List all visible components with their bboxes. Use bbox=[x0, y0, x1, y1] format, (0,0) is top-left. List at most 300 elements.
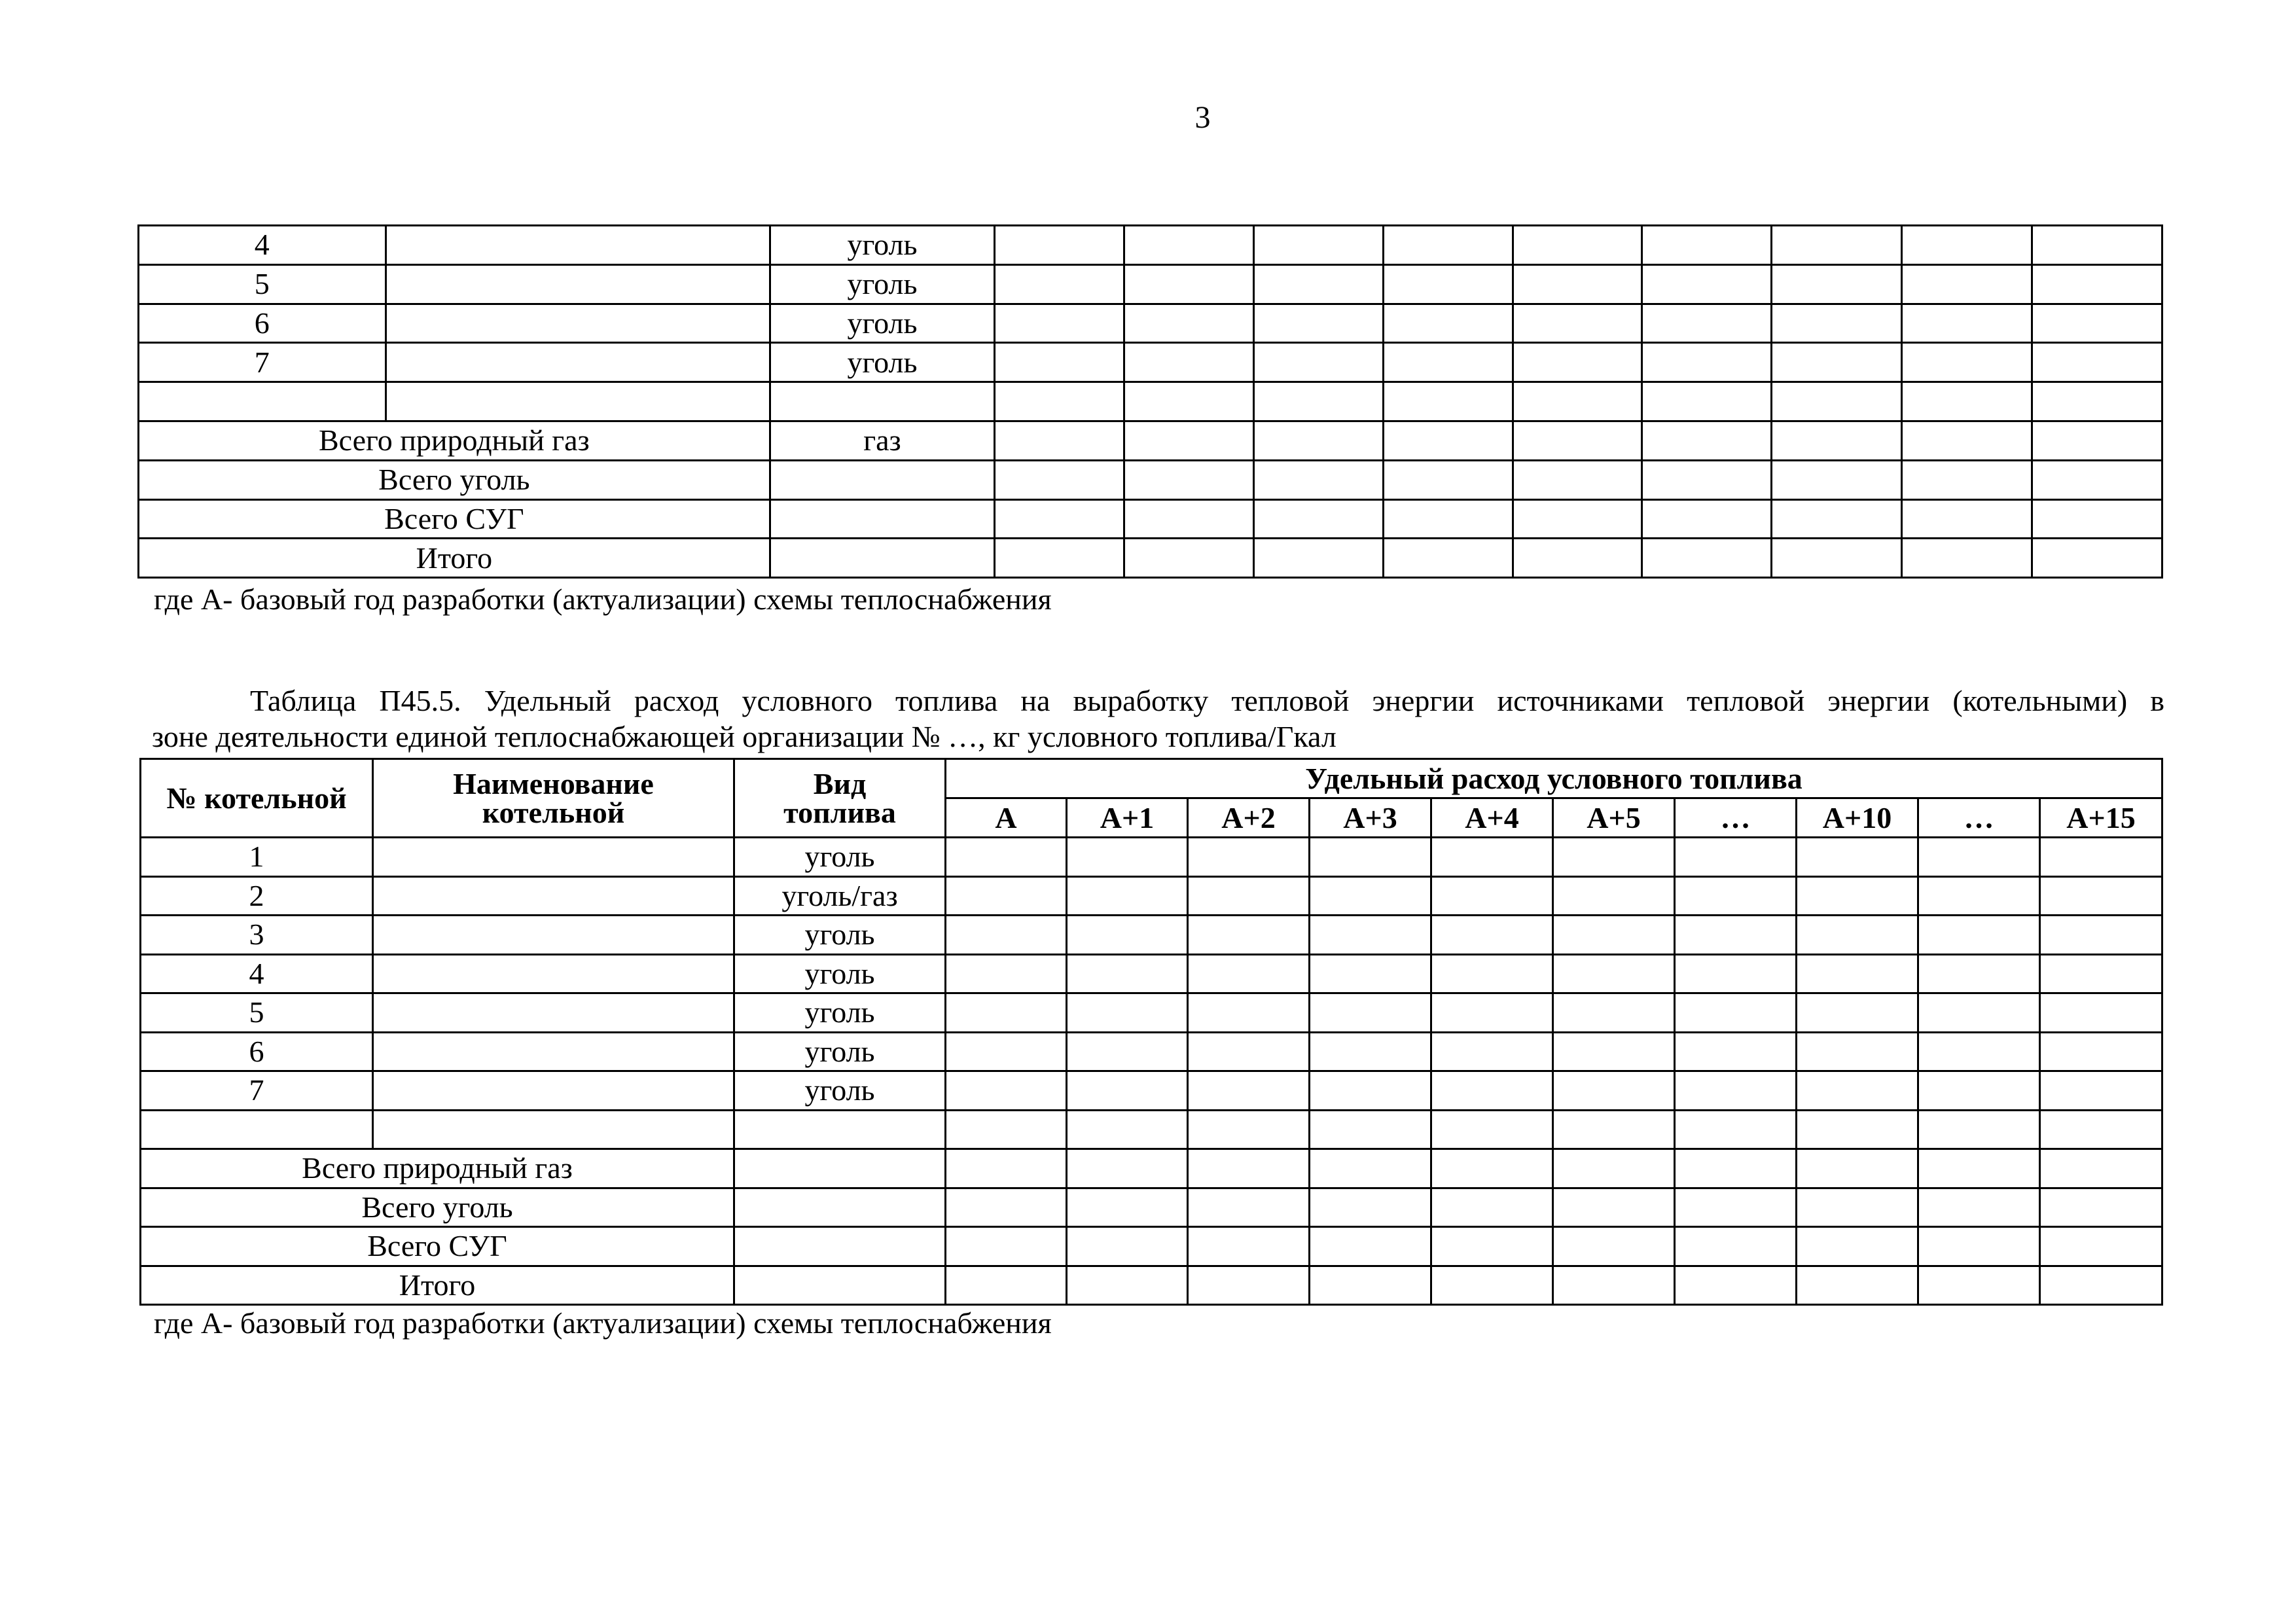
value-cell bbox=[1797, 838, 1918, 877]
value-cell bbox=[1310, 1149, 1431, 1188]
boiler-name-cell bbox=[386, 382, 770, 421]
table-row bbox=[139, 343, 2162, 382]
value-cell bbox=[1675, 1227, 1797, 1266]
value-cell bbox=[1553, 1227, 1675, 1266]
value-cell bbox=[1553, 993, 1675, 1033]
value-cell bbox=[1431, 1149, 1553, 1188]
total-row bbox=[139, 421, 2162, 460]
value-cell bbox=[1124, 421, 1254, 460]
value-cell bbox=[1772, 304, 1902, 343]
boiler-number-cell: 7 bbox=[139, 343, 386, 382]
value-cell bbox=[1067, 838, 1188, 877]
value-cell bbox=[1124, 304, 1254, 343]
table-row bbox=[141, 1032, 2162, 1071]
value-cell bbox=[2040, 1227, 2162, 1266]
caption-line-1: Таблица П45.5. Удельный расход условного топлива на выработку тепловой энергии источниками тепловой энергии (котельными) в bbox=[250, 684, 2164, 717]
value-cell bbox=[1675, 838, 1797, 877]
value-cell bbox=[1902, 421, 2032, 460]
value-cell bbox=[1797, 1266, 1918, 1305]
value-cell bbox=[1772, 499, 1902, 539]
value-cell bbox=[1310, 838, 1431, 877]
value-cell bbox=[1797, 1032, 1918, 1071]
fuel-type-cell: уголь bbox=[734, 1032, 946, 1071]
value-cell bbox=[2040, 1188, 2162, 1227]
value-cell bbox=[2032, 499, 2162, 539]
value-cell bbox=[1188, 1188, 1310, 1227]
total-row bbox=[139, 499, 2162, 539]
boiler-number-cell: 1 bbox=[141, 838, 373, 877]
value-cell bbox=[1253, 264, 1383, 304]
value-cell bbox=[1797, 1149, 1918, 1188]
value-cell bbox=[1918, 1110, 2040, 1149]
fuel-type-cell: уголь bbox=[734, 993, 946, 1033]
page-number: 3 bbox=[1194, 100, 1211, 135]
value-cell bbox=[946, 954, 1067, 993]
value-cell bbox=[2032, 264, 2162, 304]
boiler-number-cell: 3 bbox=[141, 916, 373, 955]
value-cell bbox=[1310, 1227, 1431, 1266]
value-cell bbox=[1513, 421, 1642, 460]
total-row bbox=[141, 1188, 2162, 1227]
header-year-4: А+4 bbox=[1431, 798, 1553, 838]
value-cell bbox=[1431, 916, 1553, 955]
value-cell bbox=[2032, 539, 2162, 578]
value-cell bbox=[1310, 1071, 1431, 1111]
header-consumption-group: Удельный расход условного топлива bbox=[946, 759, 2162, 798]
value-cell bbox=[1253, 382, 1383, 421]
value-cell bbox=[1253, 304, 1383, 343]
footnote-base-year: где А- базовый год разработки (актуализации) схемы теплоснабжения bbox=[154, 582, 1052, 616]
value-cell bbox=[946, 1266, 1067, 1305]
header-year-8: … bbox=[1918, 798, 2040, 838]
value-cell bbox=[1124, 264, 1254, 304]
value-cell bbox=[1797, 1071, 1918, 1111]
value-cell bbox=[2040, 1110, 2162, 1149]
value-cell bbox=[995, 264, 1124, 304]
value-cell bbox=[1513, 226, 1642, 265]
value-cell bbox=[1188, 1266, 1310, 1305]
value-cell bbox=[2040, 1071, 2162, 1111]
value-cell bbox=[1902, 460, 2032, 499]
total-label-cell: Всего уголь bbox=[141, 1188, 734, 1227]
total-label-cell: Всего СУГ bbox=[141, 1227, 734, 1266]
value-cell bbox=[946, 876, 1067, 916]
value-cell bbox=[1431, 1266, 1553, 1305]
value-cell bbox=[1902, 264, 2032, 304]
value-cell bbox=[1553, 1110, 1675, 1149]
table-row bbox=[141, 1110, 2162, 1149]
value-cell bbox=[1797, 1227, 1918, 1266]
value-cell bbox=[995, 343, 1124, 382]
value-cell bbox=[1310, 993, 1431, 1033]
value-cell bbox=[1553, 1266, 1675, 1305]
header-year-1: А+1 bbox=[1067, 798, 1188, 838]
value-cell bbox=[1902, 499, 2032, 539]
value-cell bbox=[1642, 304, 1772, 343]
value-cell bbox=[1253, 499, 1383, 539]
table-row bbox=[141, 954, 2162, 993]
value-cell bbox=[1067, 1110, 1188, 1149]
boiler-name-cell bbox=[373, 1110, 734, 1149]
value-cell bbox=[2040, 1266, 2162, 1305]
value-cell bbox=[1431, 1110, 1553, 1149]
value-cell bbox=[1310, 1188, 1431, 1227]
value-cell bbox=[1772, 539, 1902, 578]
value-cell bbox=[1124, 343, 1254, 382]
value-cell bbox=[1675, 993, 1797, 1033]
value-cell bbox=[1067, 993, 1188, 1033]
total-label-cell: Всего природный газ bbox=[141, 1149, 734, 1188]
value-cell bbox=[1772, 264, 1902, 304]
table-row bbox=[141, 916, 2162, 955]
value-cell bbox=[995, 304, 1124, 343]
total-fuel-cell bbox=[770, 499, 995, 539]
value-cell bbox=[1902, 539, 2032, 578]
header-boiler-name bbox=[373, 759, 734, 838]
total-row bbox=[141, 1149, 2162, 1188]
boiler-name-cell bbox=[373, 954, 734, 993]
value-cell bbox=[1383, 421, 1513, 460]
value-cell bbox=[1188, 1149, 1310, 1188]
value-cell bbox=[1513, 460, 1642, 499]
table-caption bbox=[152, 683, 2164, 755]
value-cell bbox=[1553, 1188, 1675, 1227]
header-year-9: А+15 bbox=[2040, 798, 2162, 838]
total-row bbox=[141, 1227, 2162, 1266]
value-cell bbox=[1902, 382, 2032, 421]
total-label-cell: Всего уголь bbox=[139, 460, 770, 499]
value-cell bbox=[1431, 993, 1553, 1033]
fuel-type-cell: уголь bbox=[770, 264, 995, 304]
value-cell bbox=[995, 499, 1124, 539]
value-cell bbox=[2032, 304, 2162, 343]
boiler-number-cell: 4 bbox=[141, 954, 373, 993]
value-cell bbox=[1067, 916, 1188, 955]
value-cell bbox=[1675, 1149, 1797, 1188]
boiler-name-cell bbox=[386, 264, 770, 304]
value-cell bbox=[1188, 1071, 1310, 1111]
value-cell bbox=[1918, 838, 2040, 877]
value-cell bbox=[1918, 1032, 2040, 1071]
header-fuel-type-text: Вид топлива bbox=[783, 766, 896, 829]
boiler-number-cell: 7 bbox=[141, 1071, 373, 1111]
value-cell bbox=[1310, 916, 1431, 955]
value-cell bbox=[1253, 343, 1383, 382]
value-cell bbox=[1188, 1032, 1310, 1071]
value-cell bbox=[2032, 421, 2162, 460]
value-cell bbox=[1383, 460, 1513, 499]
total-fuel-cell: газ bbox=[770, 421, 995, 460]
value-cell bbox=[1642, 499, 1772, 539]
fuel-type-cell bbox=[734, 1110, 946, 1149]
value-cell bbox=[1383, 382, 1513, 421]
boiler-name-cell bbox=[386, 343, 770, 382]
value-cell bbox=[1918, 1149, 2040, 1188]
total-row bbox=[139, 539, 2162, 578]
fuel-type-cell: уголь bbox=[734, 838, 946, 877]
value-cell bbox=[1188, 1227, 1310, 1266]
value-cell bbox=[1067, 1071, 1188, 1111]
total-label-cell: Всего природный газ bbox=[139, 421, 770, 460]
value-cell bbox=[1902, 226, 2032, 265]
value-cell bbox=[1431, 876, 1553, 916]
header-year-3: А+3 bbox=[1310, 798, 1431, 838]
value-cell bbox=[1383, 226, 1513, 265]
header-year-2: А+2 bbox=[1188, 798, 1310, 838]
value-cell bbox=[995, 226, 1124, 265]
table-row bbox=[141, 993, 2162, 1033]
boiler-number-cell: 5 bbox=[141, 993, 373, 1033]
value-cell bbox=[1188, 838, 1310, 877]
value-cell bbox=[1513, 343, 1642, 382]
boiler-name-cell bbox=[373, 838, 734, 877]
value-cell bbox=[1642, 343, 1772, 382]
value-cell bbox=[2040, 876, 2162, 916]
total-fuel-cell bbox=[770, 460, 995, 499]
fuel-type-cell bbox=[770, 382, 995, 421]
value-cell bbox=[946, 1227, 1067, 1266]
value-cell bbox=[1431, 954, 1553, 993]
fuel-type-cell: уголь bbox=[734, 1071, 946, 1111]
value-cell bbox=[1188, 916, 1310, 955]
value-cell bbox=[1310, 954, 1431, 993]
value-cell bbox=[2040, 954, 2162, 993]
value-cell bbox=[2040, 916, 2162, 955]
table-row bbox=[141, 876, 2162, 916]
fuel-type-cell: уголь bbox=[734, 954, 946, 993]
table-row bbox=[141, 1071, 2162, 1111]
value-cell bbox=[1067, 1227, 1188, 1266]
value-cell bbox=[1310, 1032, 1431, 1071]
value-cell bbox=[1253, 226, 1383, 265]
value-cell bbox=[995, 382, 1124, 421]
value-cell bbox=[1918, 1227, 2040, 1266]
fuel-type-cell: уголь bbox=[734, 916, 946, 955]
table-row bbox=[141, 838, 2162, 877]
boiler-number-cell: 2 bbox=[141, 876, 373, 916]
value-cell bbox=[1553, 1071, 1675, 1111]
fuel-type-cell: уголь bbox=[770, 343, 995, 382]
boiler-number-cell: 5 bbox=[139, 264, 386, 304]
header-year-6: … bbox=[1675, 798, 1797, 838]
table-row bbox=[139, 382, 2162, 421]
value-cell bbox=[1642, 539, 1772, 578]
value-cell bbox=[946, 1110, 1067, 1149]
total-label-cell: Всего СУГ bbox=[139, 499, 770, 539]
table-row bbox=[139, 226, 2162, 265]
value-cell bbox=[1513, 539, 1642, 578]
header-fuel-type bbox=[734, 759, 946, 838]
value-cell bbox=[2040, 838, 2162, 877]
boiler-number-cell: 6 bbox=[139, 304, 386, 343]
value-cell bbox=[2032, 343, 2162, 382]
value-cell bbox=[946, 993, 1067, 1033]
value-cell bbox=[995, 421, 1124, 460]
value-cell bbox=[1918, 1071, 2040, 1111]
boiler-name-cell bbox=[373, 993, 734, 1033]
boiler-name-cell bbox=[386, 226, 770, 265]
value-cell bbox=[1642, 460, 1772, 499]
boiler-number-cell bbox=[139, 382, 386, 421]
value-cell bbox=[1513, 499, 1642, 539]
value-cell bbox=[1067, 1032, 1188, 1071]
value-cell bbox=[1675, 1071, 1797, 1111]
boiler-number-cell: 4 bbox=[139, 226, 386, 265]
header-year-5: А+5 bbox=[1553, 798, 1675, 838]
table-row bbox=[139, 264, 2162, 304]
fuel-type-cell: уголь/газ bbox=[734, 876, 946, 916]
value-cell bbox=[1772, 226, 1902, 265]
value-cell bbox=[1797, 876, 1918, 916]
fuel-type-cell: уголь bbox=[770, 304, 995, 343]
value-cell bbox=[946, 1071, 1067, 1111]
value-cell bbox=[1513, 382, 1642, 421]
value-cell bbox=[946, 1032, 1067, 1071]
value-cell bbox=[1431, 1188, 1553, 1227]
value-cell bbox=[1797, 916, 1918, 955]
value-cell bbox=[1383, 264, 1513, 304]
value-cell bbox=[1310, 1110, 1431, 1149]
value-cell bbox=[1067, 1149, 1188, 1188]
header-year-0: А bbox=[946, 798, 1067, 838]
boiler-name-cell bbox=[386, 304, 770, 343]
value-cell bbox=[946, 838, 1067, 877]
value-cell bbox=[1918, 876, 2040, 916]
value-cell bbox=[1431, 1032, 1553, 1071]
value-cell bbox=[1918, 916, 2040, 955]
total-fuel-cell bbox=[734, 1149, 946, 1188]
value-cell bbox=[1067, 1188, 1188, 1227]
value-cell bbox=[946, 916, 1067, 955]
boiler-number-cell bbox=[141, 1110, 373, 1149]
value-cell bbox=[1553, 876, 1675, 916]
total-fuel-cell bbox=[770, 539, 995, 578]
value-cell bbox=[1797, 993, 1918, 1033]
value-cell bbox=[1797, 1188, 1918, 1227]
footnote-base-year-2: где А- базовый год разработки (актуализации) схемы теплоснабжения bbox=[154, 1306, 1052, 1340]
value-cell bbox=[1675, 1032, 1797, 1071]
total-fuel-cell bbox=[734, 1266, 946, 1305]
value-cell bbox=[1431, 838, 1553, 877]
header-row bbox=[141, 759, 2162, 798]
value-cell bbox=[1431, 1071, 1553, 1111]
value-cell bbox=[2032, 226, 2162, 265]
value-cell bbox=[1253, 421, 1383, 460]
value-cell bbox=[1918, 954, 2040, 993]
value-cell bbox=[995, 539, 1124, 578]
value-cell bbox=[1067, 876, 1188, 916]
value-cell bbox=[1553, 1032, 1675, 1071]
value-cell bbox=[1383, 343, 1513, 382]
value-cell bbox=[1310, 876, 1431, 916]
total-label-cell: Итого bbox=[139, 539, 770, 578]
value-cell bbox=[1772, 343, 1902, 382]
value-cell bbox=[1675, 916, 1797, 955]
value-cell bbox=[1124, 499, 1254, 539]
value-cell bbox=[1918, 993, 2040, 1033]
boiler-name-cell bbox=[373, 916, 734, 955]
value-cell bbox=[1553, 954, 1675, 993]
value-cell bbox=[2040, 993, 2162, 1033]
value-cell bbox=[1675, 1188, 1797, 1227]
total-row bbox=[141, 1266, 2162, 1305]
header-boiler-name-text: Наименование котельной bbox=[453, 766, 654, 829]
value-cell bbox=[1067, 954, 1188, 993]
value-cell bbox=[1383, 539, 1513, 578]
caption-line-2: зоне деятельности единой теплоснабжающей организации № …, кг условного топлива/Гкал bbox=[152, 720, 1336, 753]
value-cell bbox=[1797, 1110, 1918, 1149]
value-cell bbox=[1797, 954, 1918, 993]
value-cell bbox=[1553, 838, 1675, 877]
value-cell bbox=[1675, 1110, 1797, 1149]
value-cell bbox=[1642, 226, 1772, 265]
value-cell bbox=[1431, 1227, 1553, 1266]
value-cell bbox=[946, 1149, 1067, 1188]
boiler-name-cell bbox=[373, 1032, 734, 1071]
value-cell bbox=[1188, 954, 1310, 993]
value-cell bbox=[1918, 1188, 2040, 1227]
value-cell bbox=[1642, 421, 1772, 460]
value-cell bbox=[1642, 264, 1772, 304]
value-cell bbox=[1675, 876, 1797, 916]
value-cell bbox=[1124, 382, 1254, 421]
value-cell bbox=[946, 1188, 1067, 1227]
header-year-7: А+10 bbox=[1797, 798, 1918, 838]
value-cell bbox=[1124, 226, 1254, 265]
total-row bbox=[139, 460, 2162, 499]
value-cell bbox=[1513, 304, 1642, 343]
value-cell bbox=[1124, 539, 1254, 578]
specific-fuel-consumption-table bbox=[139, 758, 2163, 1306]
boiler-number-cell: 6 bbox=[141, 1032, 373, 1071]
boiler-name-cell bbox=[373, 876, 734, 916]
value-cell bbox=[1918, 1266, 2040, 1305]
value-cell bbox=[1310, 1266, 1431, 1305]
total-label-cell: Итого bbox=[141, 1266, 734, 1305]
value-cell bbox=[1253, 539, 1383, 578]
value-cell bbox=[1675, 954, 1797, 993]
total-fuel-cell bbox=[734, 1227, 946, 1266]
value-cell bbox=[1902, 304, 2032, 343]
value-cell bbox=[1553, 916, 1675, 955]
fuel-table-continued bbox=[137, 224, 2163, 579]
value-cell bbox=[2032, 460, 2162, 499]
fuel-type-cell: уголь bbox=[770, 226, 995, 265]
value-cell bbox=[1188, 876, 1310, 916]
value-cell bbox=[1253, 460, 1383, 499]
value-cell bbox=[1772, 382, 1902, 421]
value-cell bbox=[1642, 382, 1772, 421]
value-cell bbox=[2040, 1032, 2162, 1071]
value-cell bbox=[2032, 382, 2162, 421]
value-cell bbox=[1513, 264, 1642, 304]
value-cell bbox=[1383, 499, 1513, 539]
value-cell bbox=[1553, 1149, 1675, 1188]
total-fuel-cell bbox=[734, 1188, 946, 1227]
value-cell bbox=[1188, 993, 1310, 1033]
value-cell bbox=[1067, 1266, 1188, 1305]
table-row bbox=[139, 304, 2162, 343]
value-cell bbox=[1902, 343, 2032, 382]
value-cell bbox=[1383, 304, 1513, 343]
value-cell bbox=[1772, 421, 1902, 460]
boiler-name-cell bbox=[373, 1071, 734, 1111]
header-boiler-number: № котельной bbox=[141, 759, 373, 838]
value-cell bbox=[1124, 460, 1254, 499]
value-cell bbox=[1188, 1110, 1310, 1149]
value-cell bbox=[2040, 1149, 2162, 1188]
value-cell bbox=[1675, 1266, 1797, 1305]
